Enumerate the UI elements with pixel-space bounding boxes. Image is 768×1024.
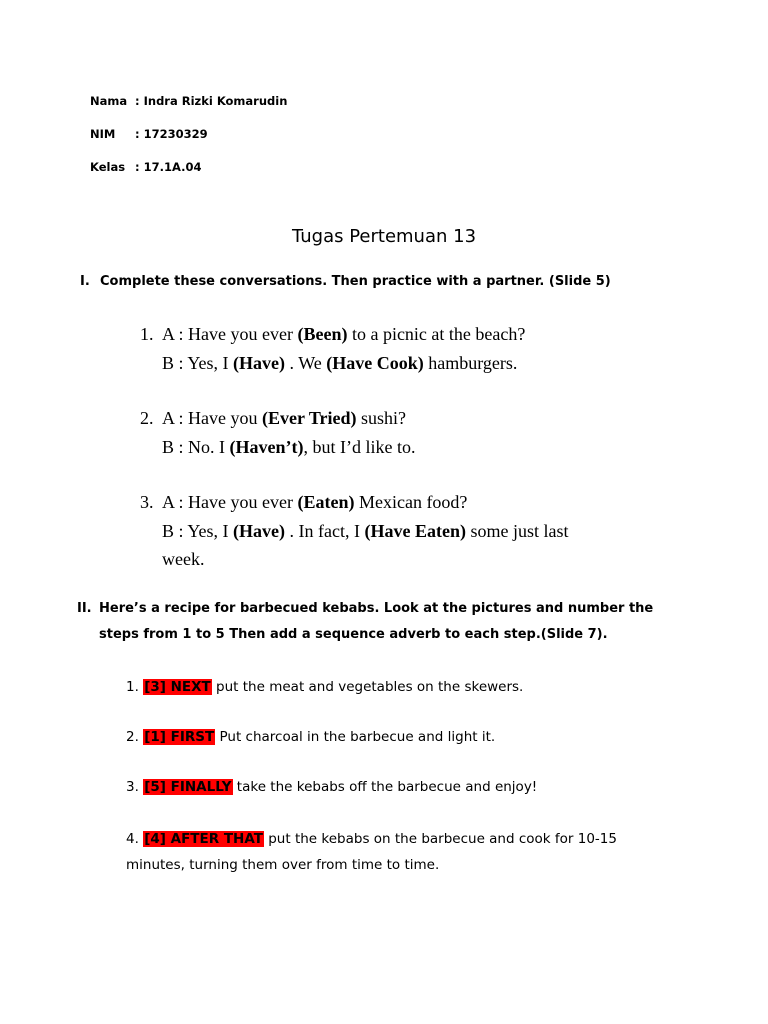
- step-text: put the kebabs on the barbecue and cook for 10-15: [263, 831, 617, 847]
- line-text: to a picnic at the beach?: [347, 324, 526, 344]
- answer-text: (Have): [233, 520, 286, 541]
- line-text: Mexican food?: [354, 492, 468, 512]
- step-answer-highlight: [1] FIRST: [144, 729, 215, 745]
- conversation-line-b: [162, 349, 525, 378]
- name-label: Nama: [90, 94, 128, 108]
- name-row: [90, 94, 287, 108]
- answer-text: (Have Cook): [326, 352, 424, 373]
- class-label: Kelas: [90, 160, 126, 174]
- step-number: 3.: [126, 779, 139, 795]
- page-title: Tugas Pertemuan 13: [291, 226, 477, 247]
- conversation-line-b: [162, 433, 415, 462]
- step-answer-highlight: [4] AFTER THAT: [144, 831, 263, 847]
- recipe-step-3: [126, 774, 537, 800]
- line-text: some just last: [465, 520, 569, 541]
- answer-text: (Ever Tried): [261, 408, 357, 428]
- recipe-step-4: [126, 826, 617, 878]
- step-number: 1.: [126, 679, 139, 695]
- name-value: : Indra Rizki Komarudin: [135, 94, 288, 108]
- answer-text: (Have): [233, 352, 286, 373]
- class-value: : 17.1A.04: [135, 160, 202, 174]
- conversation-2: [140, 404, 416, 461]
- section-2-text-line2: steps from 1 to 5 Then add a sequence adverb to each step.(Slide 7).: [99, 627, 608, 642]
- conversation-line-a: [162, 320, 525, 349]
- line-text: sushi?: [356, 408, 406, 428]
- recipe-step-2: [126, 724, 495, 750]
- line-text: A : Have you ever: [162, 324, 298, 344]
- line-text: A : Have you: [162, 408, 262, 428]
- conversation-1: [140, 320, 526, 377]
- answer-text: (Have Eaten): [364, 520, 466, 541]
- line-text: . In fact, I: [285, 520, 365, 541]
- conversation-line-b: [162, 517, 568, 546]
- step-answer-highlight: [3] NEXT: [144, 679, 211, 695]
- section-1-text: Complete these conversations. Then practice with a partner. (Slide 5): [100, 274, 611, 289]
- step-answer-highlight: [5] FINALLY: [144, 779, 232, 795]
- conversation-number: 2.: [140, 408, 154, 428]
- nim-label: NIM: [90, 127, 116, 141]
- section-2-heading: [77, 601, 653, 616]
- section-2-text-line1: Here’s a recipe for barbecued kebabs. Look at the pictures and number the: [99, 601, 654, 616]
- class-row: [90, 160, 201, 174]
- conversation-number: 3.: [140, 492, 154, 512]
- conversation-line-a: [162, 404, 415, 433]
- conversation-number: 1.: [140, 324, 154, 344]
- nim-value: : 17230329: [135, 127, 208, 141]
- step-text: Put charcoal in the barbecue and light it.: [215, 729, 496, 745]
- answer-text: (Haven’t): [229, 436, 304, 457]
- answer-text: (Eaten): [297, 492, 355, 512]
- line-text: . We: [285, 352, 327, 373]
- conversation-line-a: [162, 488, 568, 517]
- line-text: B : Yes, I: [162, 520, 234, 541]
- step-text: put the meat and vegetables on the skewers.: [211, 679, 524, 695]
- conversation-3: [140, 488, 569, 574]
- line-text: hamburgers.: [423, 352, 518, 373]
- line-text: B : Yes, I: [162, 352, 234, 373]
- answer-text: (Been): [297, 324, 348, 344]
- conversation-line-b-continued: week.: [162, 549, 205, 569]
- section-2-number: II.: [77, 601, 92, 616]
- step-number: 4.: [126, 831, 139, 847]
- line-text: B : No. I: [162, 436, 230, 457]
- step-text: take the kebabs off the barbecue and enjoy!: [232, 779, 538, 795]
- nim-row: [90, 127, 208, 141]
- section-1-heading: [80, 274, 611, 289]
- recipe-step-1: [126, 674, 523, 700]
- line-text: , but I’d like to.: [303, 436, 416, 457]
- line-text: A : Have you ever: [162, 492, 298, 512]
- step-number: 2.: [126, 729, 139, 745]
- section-1-number: I.: [80, 274, 90, 289]
- step-text-continued: minutes, turning them over from time to time.: [126, 857, 440, 873]
